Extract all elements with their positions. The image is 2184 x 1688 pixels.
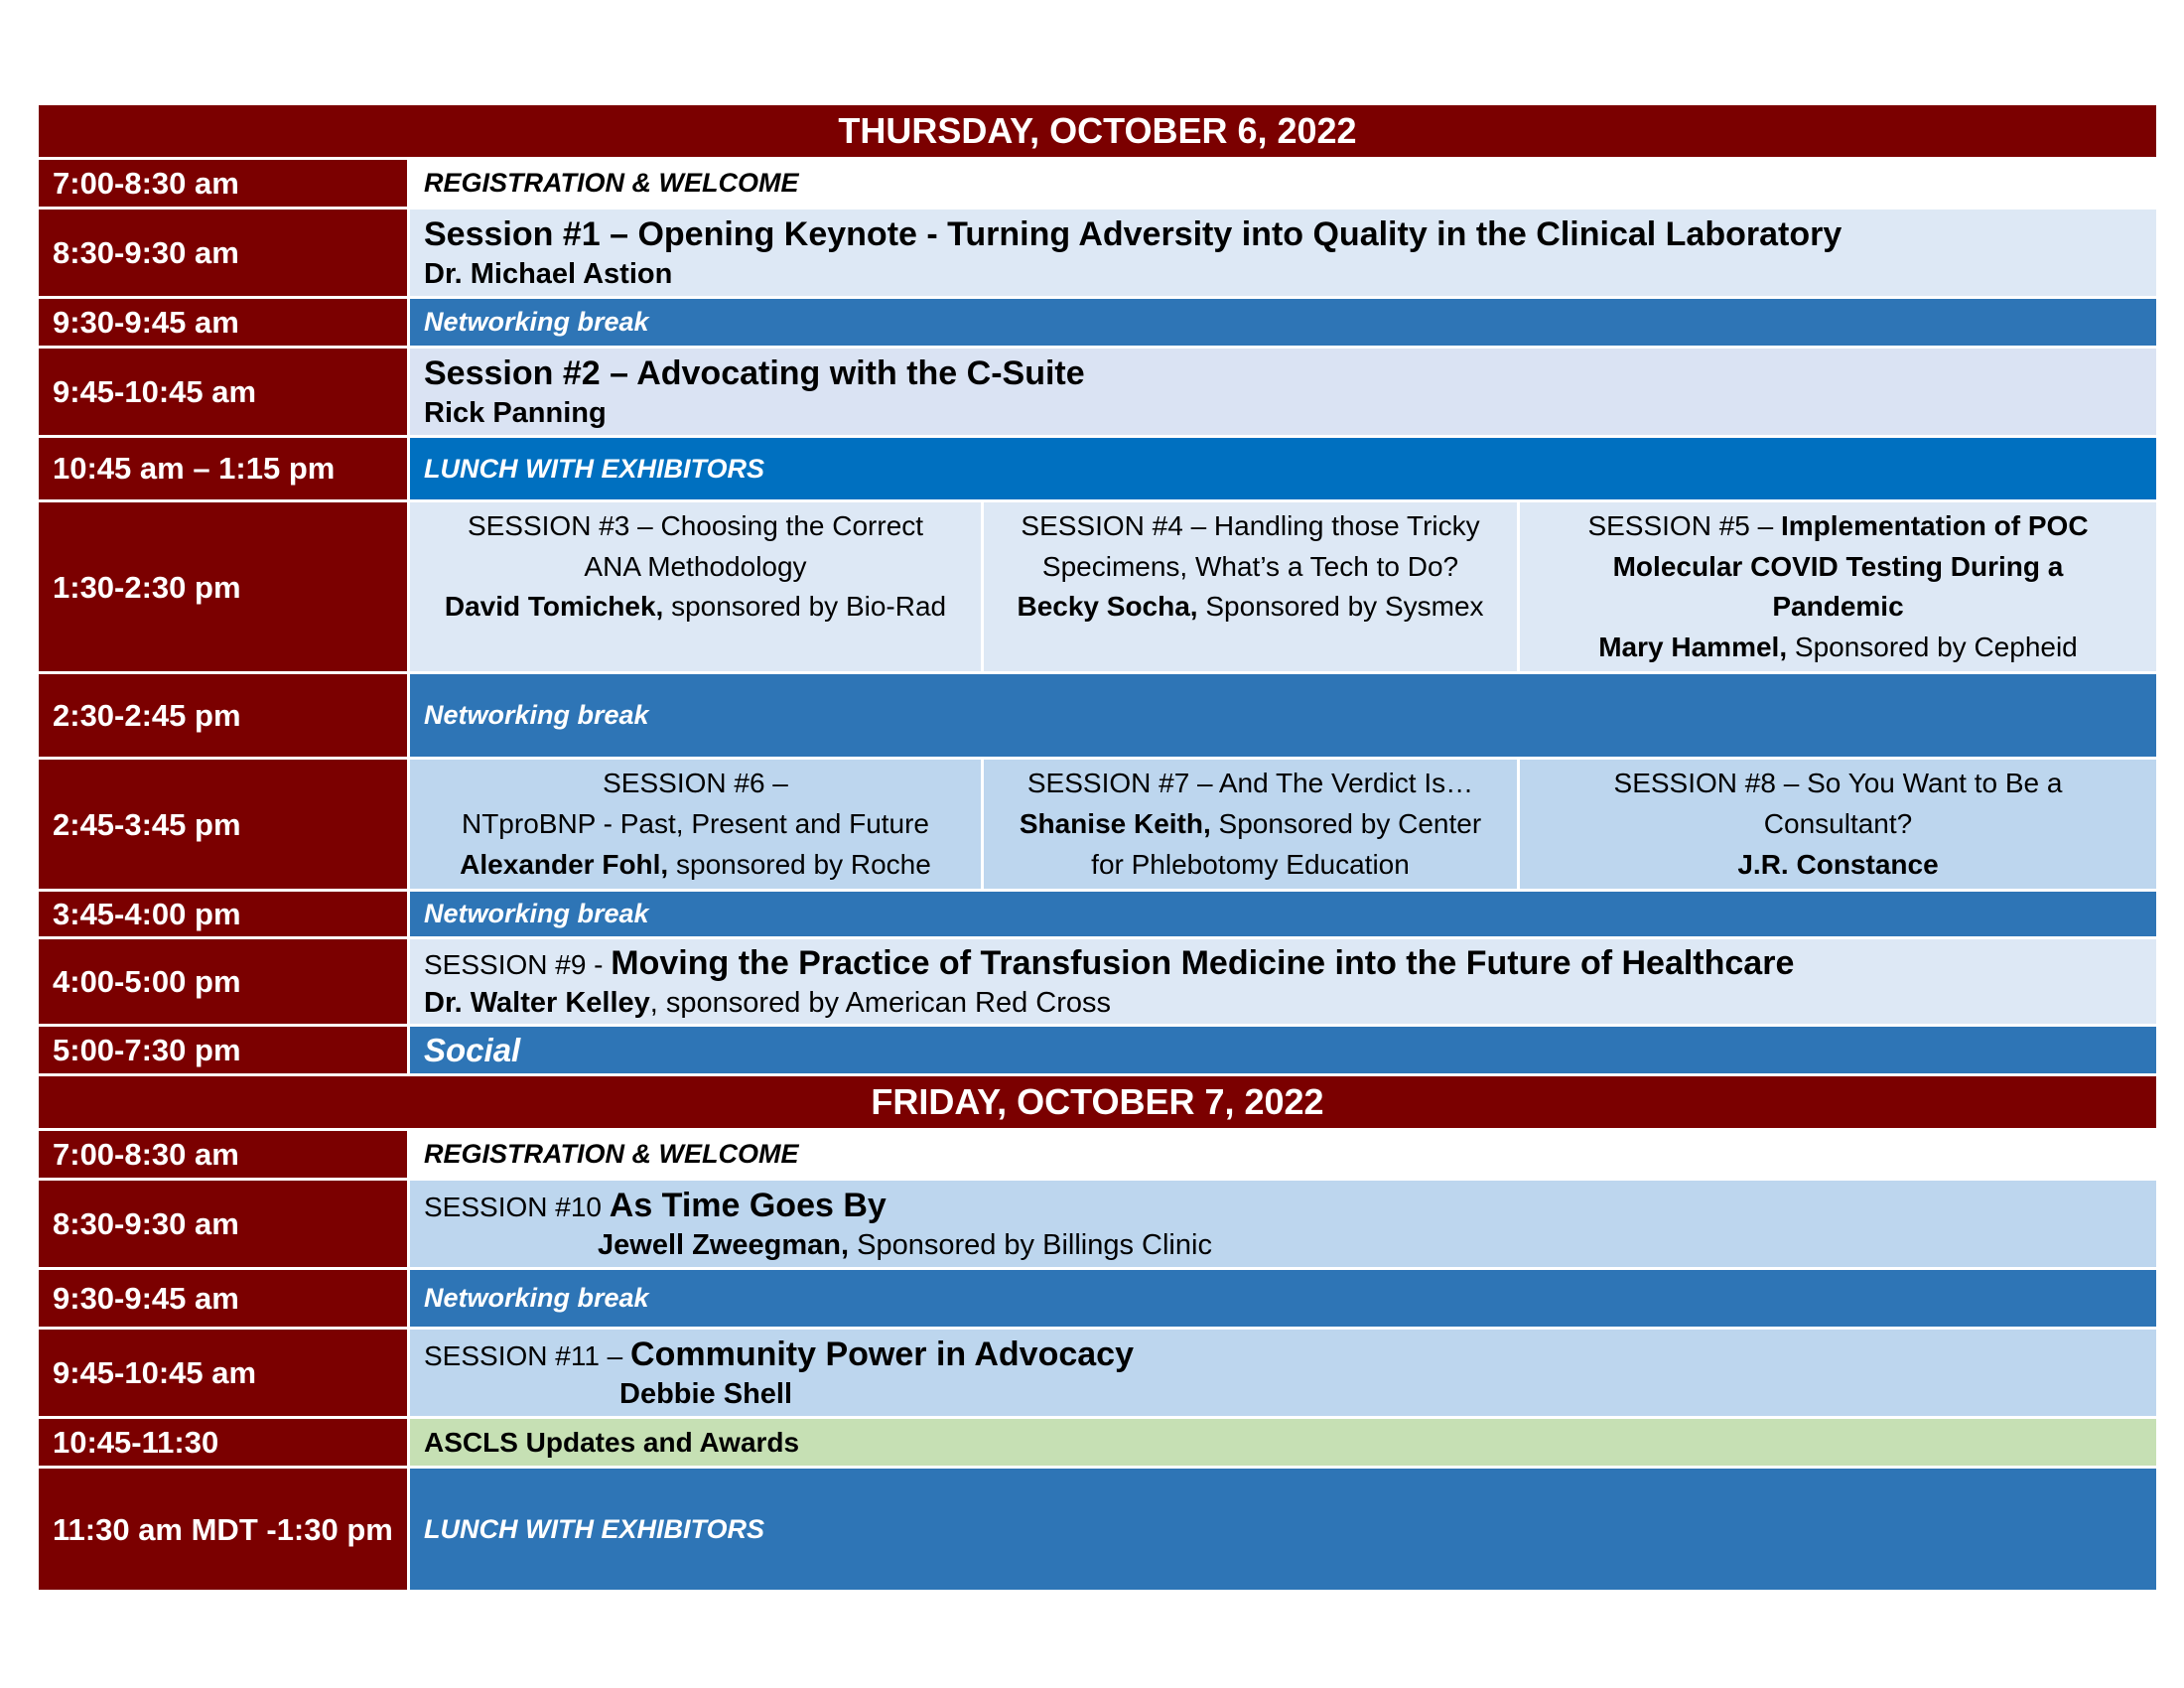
session-6-line2: NTproBNP - Past, Present and Future [461,807,930,839]
time-slot: 3:45-4:00 pm [38,891,409,938]
session-5-line1 [1526,506,2150,547]
day-title: FRIDAY, OCTOBER 7, 2022 [38,1075,2158,1130]
session-5-line2: Molecular COVID Testing During a [1612,550,2064,582]
session-title-line [424,1333,2142,1376]
session-7-sponsor-line2: for Phlebotomy Education [1091,848,1410,880]
session-prefix: Session #2 – [424,353,637,392]
speaker-name: Alexander Fohl, [460,848,669,880]
sponsor-text: Sponsored by Center [1210,807,1482,839]
sponsor-text: sponsored by Bio-Rad [663,591,947,623]
registration-label: REGISTRATION & WELCOME [409,1130,2158,1180]
speaker-line [424,985,2142,1023]
sponsor-text: Sponsored by Sysmex [1197,591,1484,623]
session-prefix: SESSION #5 – [1587,510,1781,541]
speaker-name: Becky Socha, [1017,591,1198,623]
day-title: THURSDAY, OCTOBER 6, 2022 [38,104,2158,159]
social-label: Social [409,1026,2158,1075]
time-slot: 8:30-9:30 am [38,209,409,298]
schedule-row [38,501,2158,673]
session-7-speaker-line [990,804,1511,845]
session-prefix: SESSION #9 - [424,948,612,980]
session-4-speaker-line [990,587,1511,628]
schedule-row [38,209,2158,298]
session-8-cell [1519,759,2158,891]
time-slot: 2:45-3:45 pm [38,759,409,891]
session-prefix: Session #1 – [424,214,638,253]
time-slot: 9:45-10:45 am [38,1329,409,1418]
schedule-row [38,673,2158,759]
session-8-line1: SESSION #8 – So You Want to Be a [1613,768,2063,799]
session-cell [409,1329,2158,1418]
schedule-row [38,1269,2158,1329]
session-title: Community Power in Advocacy [630,1335,1134,1373]
session-3-cell [409,501,983,673]
time-slot: 10:45 am – 1:15 pm [38,437,409,501]
networking-break-label: Networking break [409,298,2158,348]
lunch-label: LUNCH WITH EXHIBITORS [409,437,2158,501]
registration-label: REGISTRATION & WELCOME [409,159,2158,209]
time-slot: 10:45-11:30 [38,1418,409,1468]
schedule-row [38,437,2158,501]
session-6-cell [409,759,983,891]
schedule-row [38,298,2158,348]
speaker-name: Dr. Walter Kelley [424,986,650,1019]
session-3-speaker-line [416,587,975,628]
time-slot: 7:00-8:30 am [38,1130,409,1180]
time-slot: 4:00-5:00 pm [38,938,409,1026]
session-6-speaker-line [416,845,975,886]
session-title: As Time Goes By [609,1186,887,1224]
schedule-row [38,938,2158,1026]
schedule-row [38,1329,2158,1418]
session-cell [409,348,2158,437]
day-header-friday [38,1075,2158,1130]
networking-break-label: Networking break [409,1269,2158,1329]
session-prefix: SESSION #10 [424,1191,610,1222]
conference-schedule-table [36,102,2159,1593]
sponsor-text: Sponsored by Cepheid [1787,631,2078,662]
lunch-label: LUNCH WITH EXHIBITORS [409,1468,2158,1592]
time-slot: 2:30-2:45 pm [38,673,409,759]
speaker-name: Mary Hammel, [1598,631,1788,662]
schedule-row [38,759,2158,891]
session-title: Opening Keynote - Turning Adversity into Quality in the Clinical Laboratory [637,214,1843,253]
networking-break-label: Networking break [409,891,2158,938]
speaker-line [424,1227,2142,1265]
updates-awards-label: ASCLS Updates and Awards [409,1418,2158,1468]
sponsor-text: , sponsored by American Red Cross [649,986,1112,1019]
schedule-row [38,1130,2158,1180]
session-title-line [424,212,2142,256]
session-8-line2: Consultant? [1763,807,1913,839]
schedule-row [38,1418,2158,1468]
session-title: Advocating with the C-Suite [636,353,1085,392]
session-7-cell [983,759,1519,891]
session-prefix: SESSION #11 – [424,1339,631,1371]
time-slot: 9:30-9:45 am [38,298,409,348]
time-slot: 1:30-2:30 pm [38,501,409,673]
time-slot: 9:30-9:45 am [38,1269,409,1329]
speaker-name: Debbie Shell [619,1377,793,1410]
session-cell [409,938,2158,1026]
session-5-line3: Pandemic [1772,591,1904,623]
session-4-cell [983,501,1519,673]
session-5-cell [1519,501,2158,673]
session-title: Moving the Practice of Transfusion Medicine into the Future of Healthcare [611,943,1795,982]
time-slot: 9:45-10:45 am [38,348,409,437]
speaker-name: J.R. Constance [1737,848,1939,880]
time-slot: 11:30 am MDT -1:30 pm [38,1468,409,1592]
speaker-name: Rick Panning [424,396,607,429]
session-7-line1: SESSION #7 – And The Verdict Is… [1026,768,1474,799]
session-cell [409,209,2158,298]
time-slot: 5:00-7:30 pm [38,1026,409,1075]
session-3-line2: ANA Methodology [584,550,807,582]
session-title-line [424,352,2142,395]
session-3-line1: SESSION #3 – Choosing the Correct [467,510,924,541]
networking-break-label: Networking break [409,673,2158,759]
speaker-name: David Tomichek, [444,591,664,623]
session-title-line [424,941,2142,985]
sponsor-text: sponsored by Roche [668,848,931,880]
session-4-line1: SESSION #4 – Handling those Tricky [1021,510,1480,541]
schedule-row [38,1180,2158,1269]
speaker-name: Shanise Keith, [1019,807,1211,839]
session-title: Implementation of POC [1780,510,2089,541]
session-cell [409,1180,2158,1269]
schedule-row [38,891,2158,938]
session-title-line [424,1184,2142,1227]
schedule-row [38,1026,2158,1075]
day-header-thursday [38,104,2158,159]
sponsor-text: Sponsored by Billings Clinic [849,1228,1212,1261]
schedule-row [38,1468,2158,1592]
session-4-line2: Specimens, What’s a Tech to Do? [1041,550,1459,582]
schedule-row [38,159,2158,209]
schedule-row [38,348,2158,437]
session-6-line1: SESSION #6 – [603,768,788,799]
session-5-speaker-line [1526,628,2150,668]
time-slot: 7:00-8:30 am [38,159,409,209]
speaker-name: Jewell Zweegman, [598,1228,850,1261]
time-slot: 8:30-9:30 am [38,1180,409,1269]
speaker-name: Dr. Michael Astion [424,257,673,290]
